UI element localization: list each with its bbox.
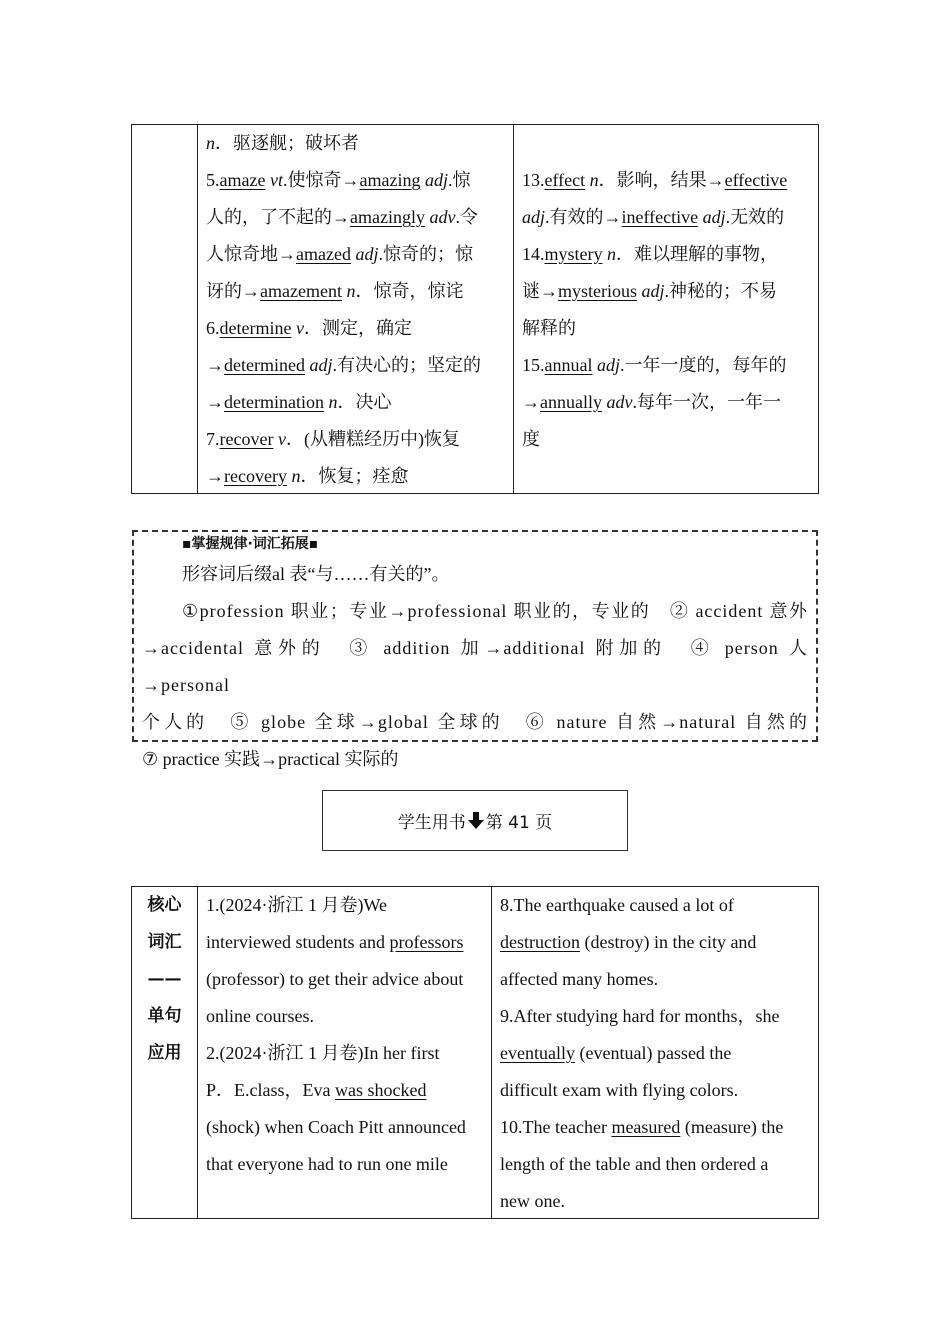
- table1-column-left: [198, 125, 514, 493]
- sentence-line: (professor) to get their advice about: [206, 969, 464, 989]
- entry-line: →determined adj.有决心的；坚定的: [206, 355, 481, 375]
- entry-amaze: 5.amaze vt.使惊奇→amazing adj.惊: [206, 170, 471, 190]
- table2-column-right: [492, 887, 818, 1218]
- entry-determine: 6.determine v．测定，确定: [206, 318, 412, 338]
- table2-column-left: [198, 887, 492, 1218]
- box-intro: 形容词后缀al 表“与……有关的”。: [182, 564, 450, 584]
- sentence-line: new one.: [500, 1191, 565, 1211]
- table1-empty-cell: [132, 125, 198, 493]
- label-page: 第 41 页: [485, 813, 553, 833]
- entry-line: →determination n．决心: [206, 392, 392, 412]
- sentence-line: difficult exam with flying colors.: [500, 1080, 739, 1100]
- sentence-line: interviewed students and professors: [206, 932, 464, 952]
- sentence-line: that everyone had to run one mile: [206, 1154, 448, 1174]
- sentence-line: P．E.class，Eva was shocked: [206, 1080, 427, 1100]
- box-header: ▪掌握规律·词汇拓展▪: [182, 536, 319, 552]
- sentence-line: (shock) when Coach Pitt announced: [206, 1117, 466, 1137]
- vocab-table-1: [131, 124, 819, 494]
- sentence-line: online courses.: [206, 1006, 314, 1026]
- entry-recover: 7.recover v．(从糟糕经历中)恢复: [206, 429, 460, 449]
- box-line-1: ①profession 职业；专业→professional 职业的，专业的 ② accident 意外: [182, 601, 808, 621]
- entry-mystery: 14.mystery n．难以理解的事物，: [522, 244, 778, 264]
- category-line: 应用: [147, 1043, 182, 1063]
- student-book-page-label: [322, 790, 628, 851]
- entry-line: 讶的→amazement n．惊奇，惊诧: [206, 281, 464, 301]
- entry-line: 人惊奇地→amazed adj.惊奇的；惊: [206, 244, 473, 264]
- label-prefix: 学生用书: [397, 813, 466, 833]
- entry-line: 人的，了不起的→amazingly adv.令: [206, 207, 478, 227]
- entry-line: →annually adv.每年一次，一年一: [522, 392, 781, 412]
- sentence-line: destruction (destroy) in the city and: [500, 932, 757, 952]
- box-line-4: ⑦ practice 实践→practical 实际的: [142, 749, 399, 769]
- sentence-line: affected many homes.: [500, 969, 659, 989]
- arrow-down-icon: [468, 812, 484, 829]
- sentence-line: 2.(2024·浙江 1 月卷)In her first: [206, 1043, 440, 1063]
- sentence-line: length of the table and then ordered a: [500, 1154, 769, 1174]
- entry-annual: 15.annual adj.一年一度的，每年的: [522, 355, 787, 375]
- sentence-practice-table: [131, 886, 819, 1219]
- sentence-line: 10.The teacher measured (measure) the: [500, 1117, 784, 1137]
- answer: measured: [611, 1117, 681, 1137]
- table1-column-right: [514, 125, 818, 493]
- answer: destruction: [500, 932, 580, 952]
- answer: professors: [389, 932, 464, 952]
- entry-effect: 13.effect n．影响，结果→effective: [522, 170, 788, 190]
- sentence-line: 1.(2024·浙江 1 月卷)We: [206, 895, 388, 915]
- box-line-3: 个人的 ⑤ globe 全球→global 全球的 ⑥ nature 自然→natural 自然的: [142, 712, 808, 732]
- vocab-expansion-box: [132, 530, 818, 769]
- category-line: 单句: [147, 1006, 182, 1026]
- sentence-line: 8.The earthquake caused a lot of: [500, 895, 734, 915]
- entry-line: n．驱逐舰；破坏者: [206, 133, 359, 153]
- table2-category-cell: [132, 887, 198, 1218]
- sentence-line: eventually (eventual) passed the: [500, 1043, 732, 1063]
- entry-line: adj.有效的→ineffective adj.无效的: [522, 207, 785, 227]
- entry-line: 谜→mysterious adj.神秘的；不易: [522, 281, 778, 301]
- category-line: 词汇: [147, 932, 182, 952]
- sentence-line: 9.After studying hard for months，she: [500, 1006, 780, 1026]
- answer: eventually: [500, 1043, 575, 1063]
- entry-line: →recovery n．恢复；痊愈: [206, 466, 409, 486]
- answer: was shocked: [334, 1080, 427, 1100]
- category-line: 核心: [147, 895, 182, 915]
- box-line-2: →accidental 意外的 ③ addition 加→additional 附加的 ④ person 人→personal: [142, 638, 808, 695]
- entry-line: 解释的: [522, 318, 576, 338]
- category-line: ——: [147, 969, 182, 989]
- entry-line: 度: [522, 429, 540, 449]
